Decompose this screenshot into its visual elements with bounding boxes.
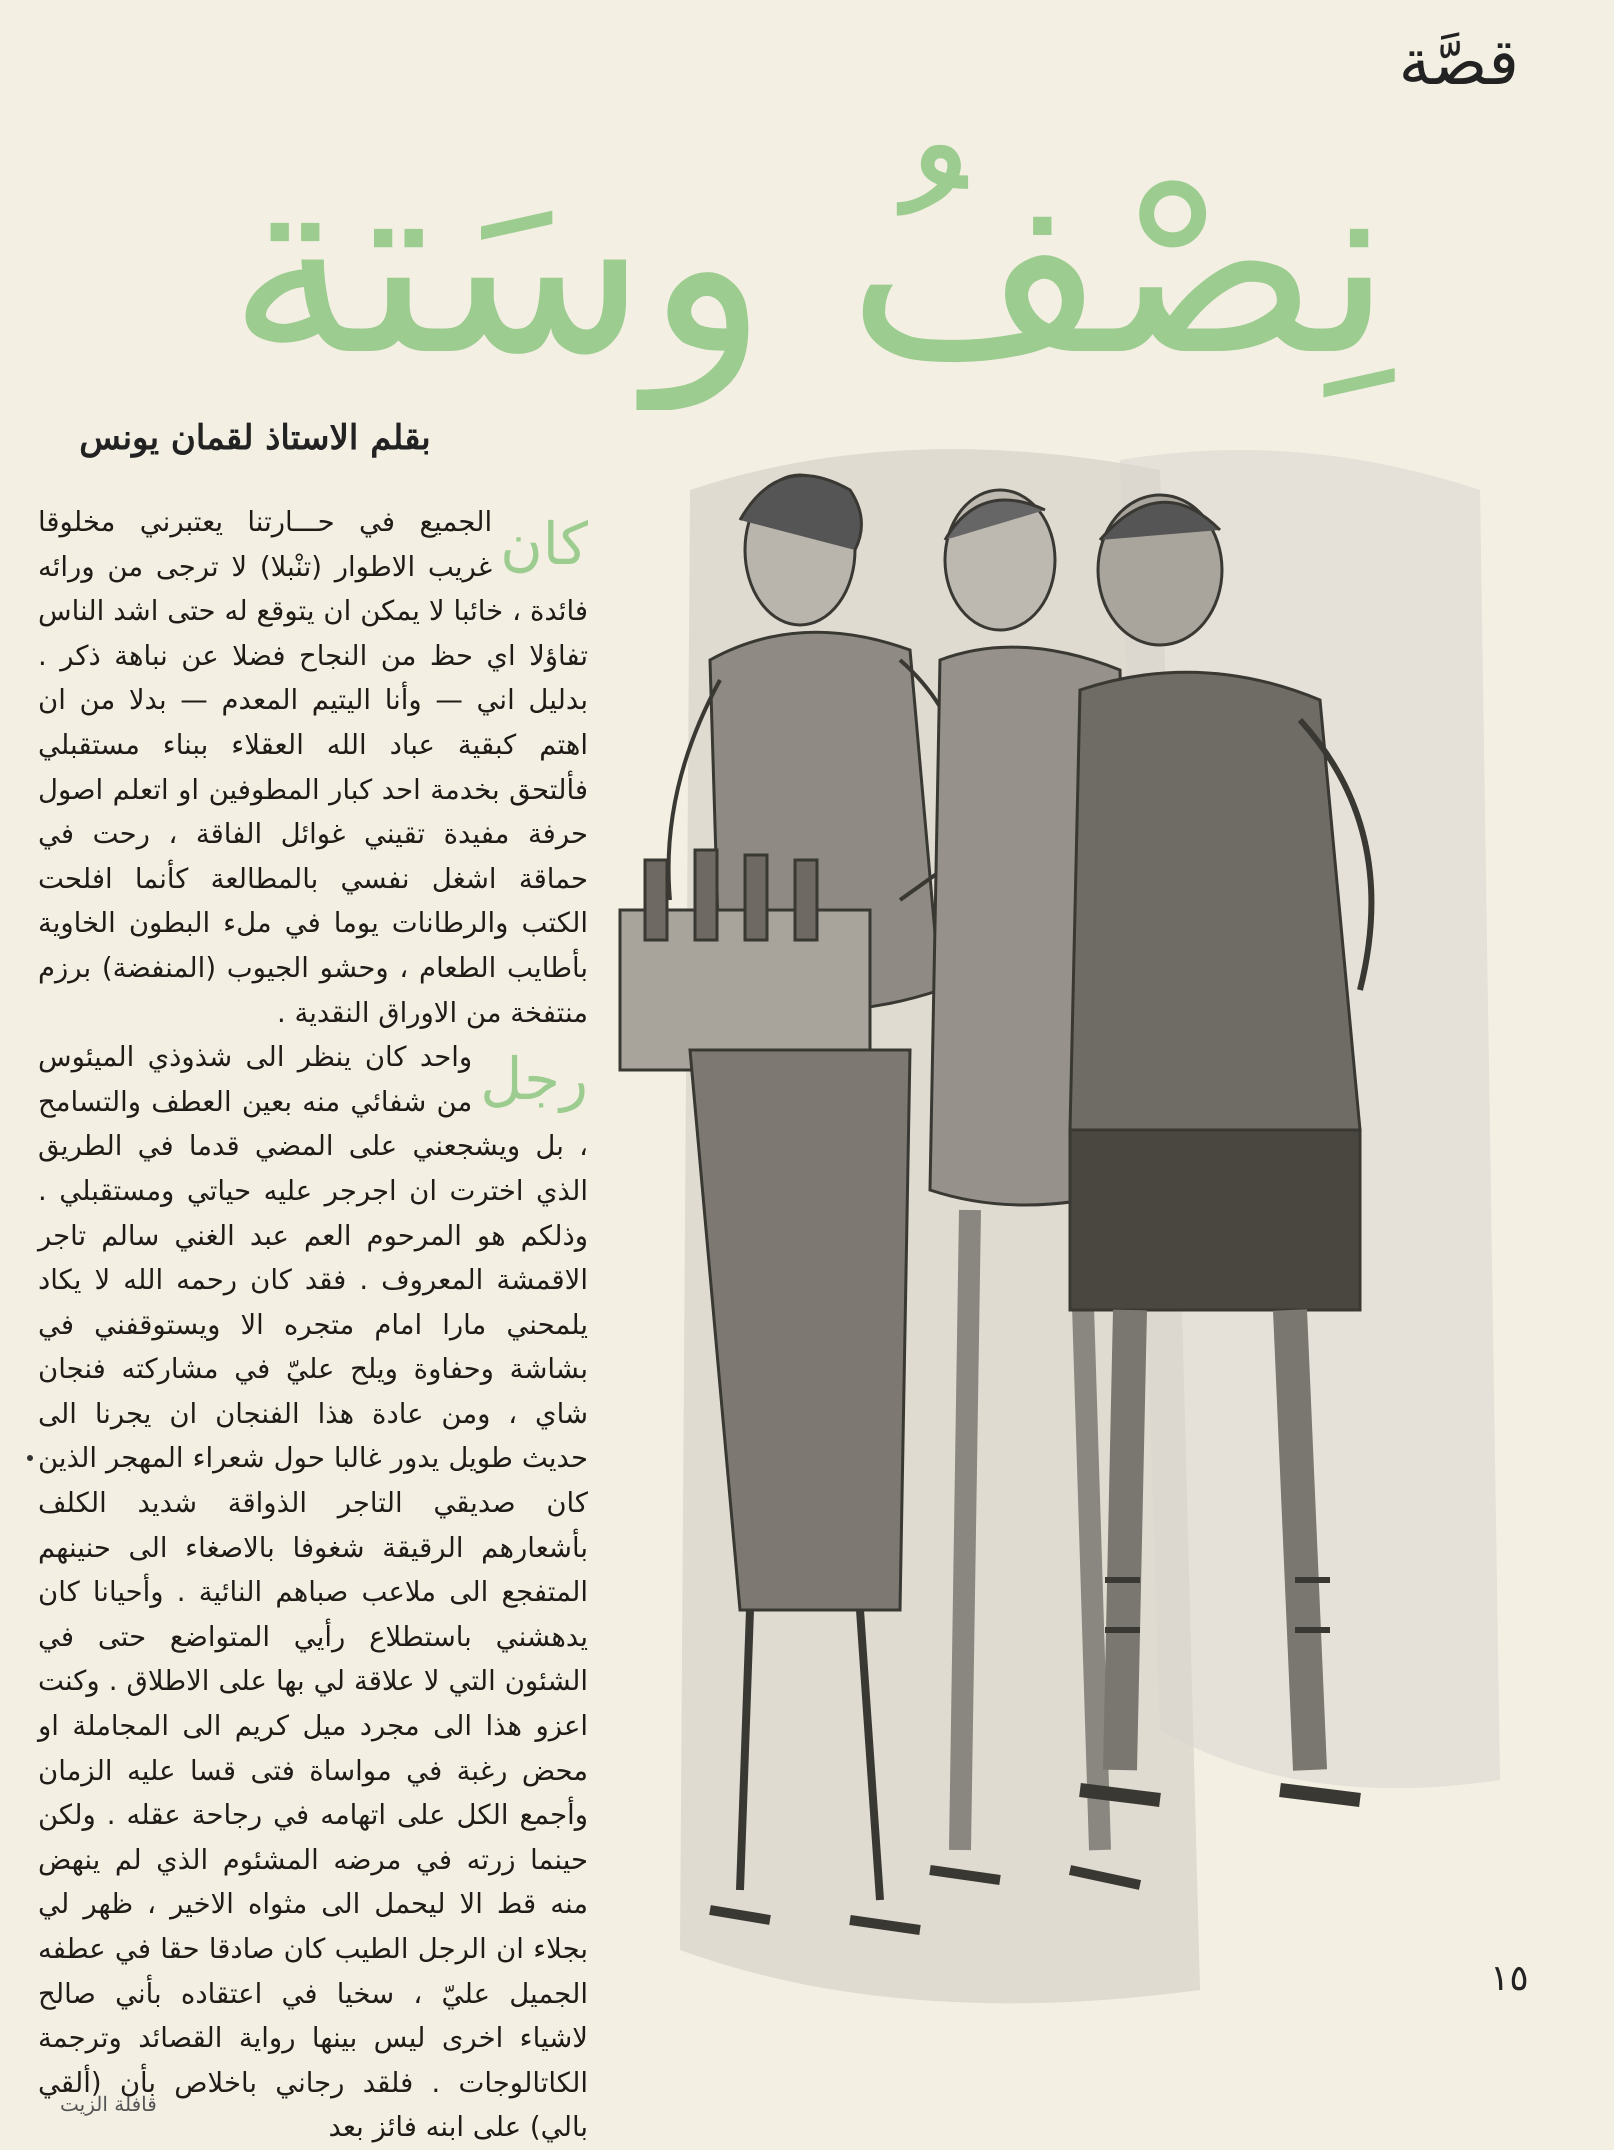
- author-byline: بقلم الاستاذ لقمان يونس: [79, 418, 431, 458]
- article-column: [38, 500, 588, 2150]
- margin-mark: [27, 1455, 33, 1461]
- magazine-footer: قافلة الزيت: [60, 2092, 157, 2116]
- article-paragraph-2: [38, 1035, 588, 2150]
- story-kicker: قصَّة: [1398, 26, 1519, 100]
- paragraph-2-text: واحد كان ينظر الى شذوذي الميئوس من شفائي منه بعين العطف والتسامح ، بل ويشجعني على المضي قدما في الطريق الذي اخترت ان اجرجر عليه حياتي ومستقبلي . وذلكم هو المرحوم العم عبد الغني سالم تاجر الاقمشة المعروف . فقد كان رحمه الله لا يكاد يلمحني مارا امام متجره الا ويستوقفني في بشاشة وحفاوة ويلح عليّ في مشاركته فنجان شاي ، ومن عادة هذا الفنجان ان يجرنا الى حديث طويل يدور غالبا حول شعراء المهجر الذين كان صديقي التاجر الذواقة شديد الكلف بأشعارهم الرقيقة شغوفا بالاصغاء الى حنينهم المتفجع الى ملاعب صباهم النائية . وأحيانا كان يدهشني باستطلاع رأيي المتواضع حتى في الشئون التي لا علاقة لي بها على الاطلاق . وكنت اعزو هذا الى مجرد ميل كريم الى المجاملة او محض رغبة في مواساة فتى قسا عليه الزمان وأجمع الكل على اتهامه في رجاحة عقله . ولكن حينما زرته في مرضه المشئوم الذي لم ينهض منه قط الا ليحمل الى مثواه الاخير ، ظهر لي بجلاء ان الرجل الطيب كان صادقا حقا في عطفه الجميل عليّ ، سخيا في اعتقاده بأني صالح لاشياء اخرى ليس بينها رواية القصائد وترجمة الكاتالوجات . فلقد رجاني باخلاص بأن (ألقي بالي) على ابنه فائز بعد: [38, 1041, 588, 2144]
- drop-word-2: رجل: [480, 1045, 588, 1114]
- drop-word-1: كان: [500, 510, 588, 578]
- sketch-illustration: [600, 430, 1600, 2030]
- right-feet: [1080, 1790, 1360, 1800]
- article-paragraph-1: [38, 500, 588, 1035]
- right-shorts: [1070, 1130, 1360, 1310]
- illustration-svg: [600, 430, 1600, 2030]
- paragraph-1-text: الجميع في حـــارتنا يعتبرني مخلوقا غريب الاطوار (تنْبلا) لا ترجى من ورائه فائدة ، خائبا لا يمكن ان يتوقع له حتى اشد الناس تفاؤلا اي حظ من النجاح فضلا عن نباهة ذكر . بدليل اني — وأنا اليتيم المعدم — بدلا من ان اهتم كبقية عباد الله العقلاء ببناء مستقبلي فألتحق بخدمة احد كبار المطوفين او اتعلم اصول حرفة مفيدة تقيني غوائل الفاقة ، رحت في حماقة اشغل نفسي بالمطالعة كأنما افلحت الكتب والرطانات يوما في ملء البطون الخاوية بأطايب الطعام ، وحشو الجيوب (المنفضة) برزم منتفخة من الاوراق النقدية .: [38, 506, 588, 1029]
- story-title: نِصْفُ وسَتة: [227, 120, 1393, 410]
- page-number: ١٥: [1490, 1958, 1529, 1999]
